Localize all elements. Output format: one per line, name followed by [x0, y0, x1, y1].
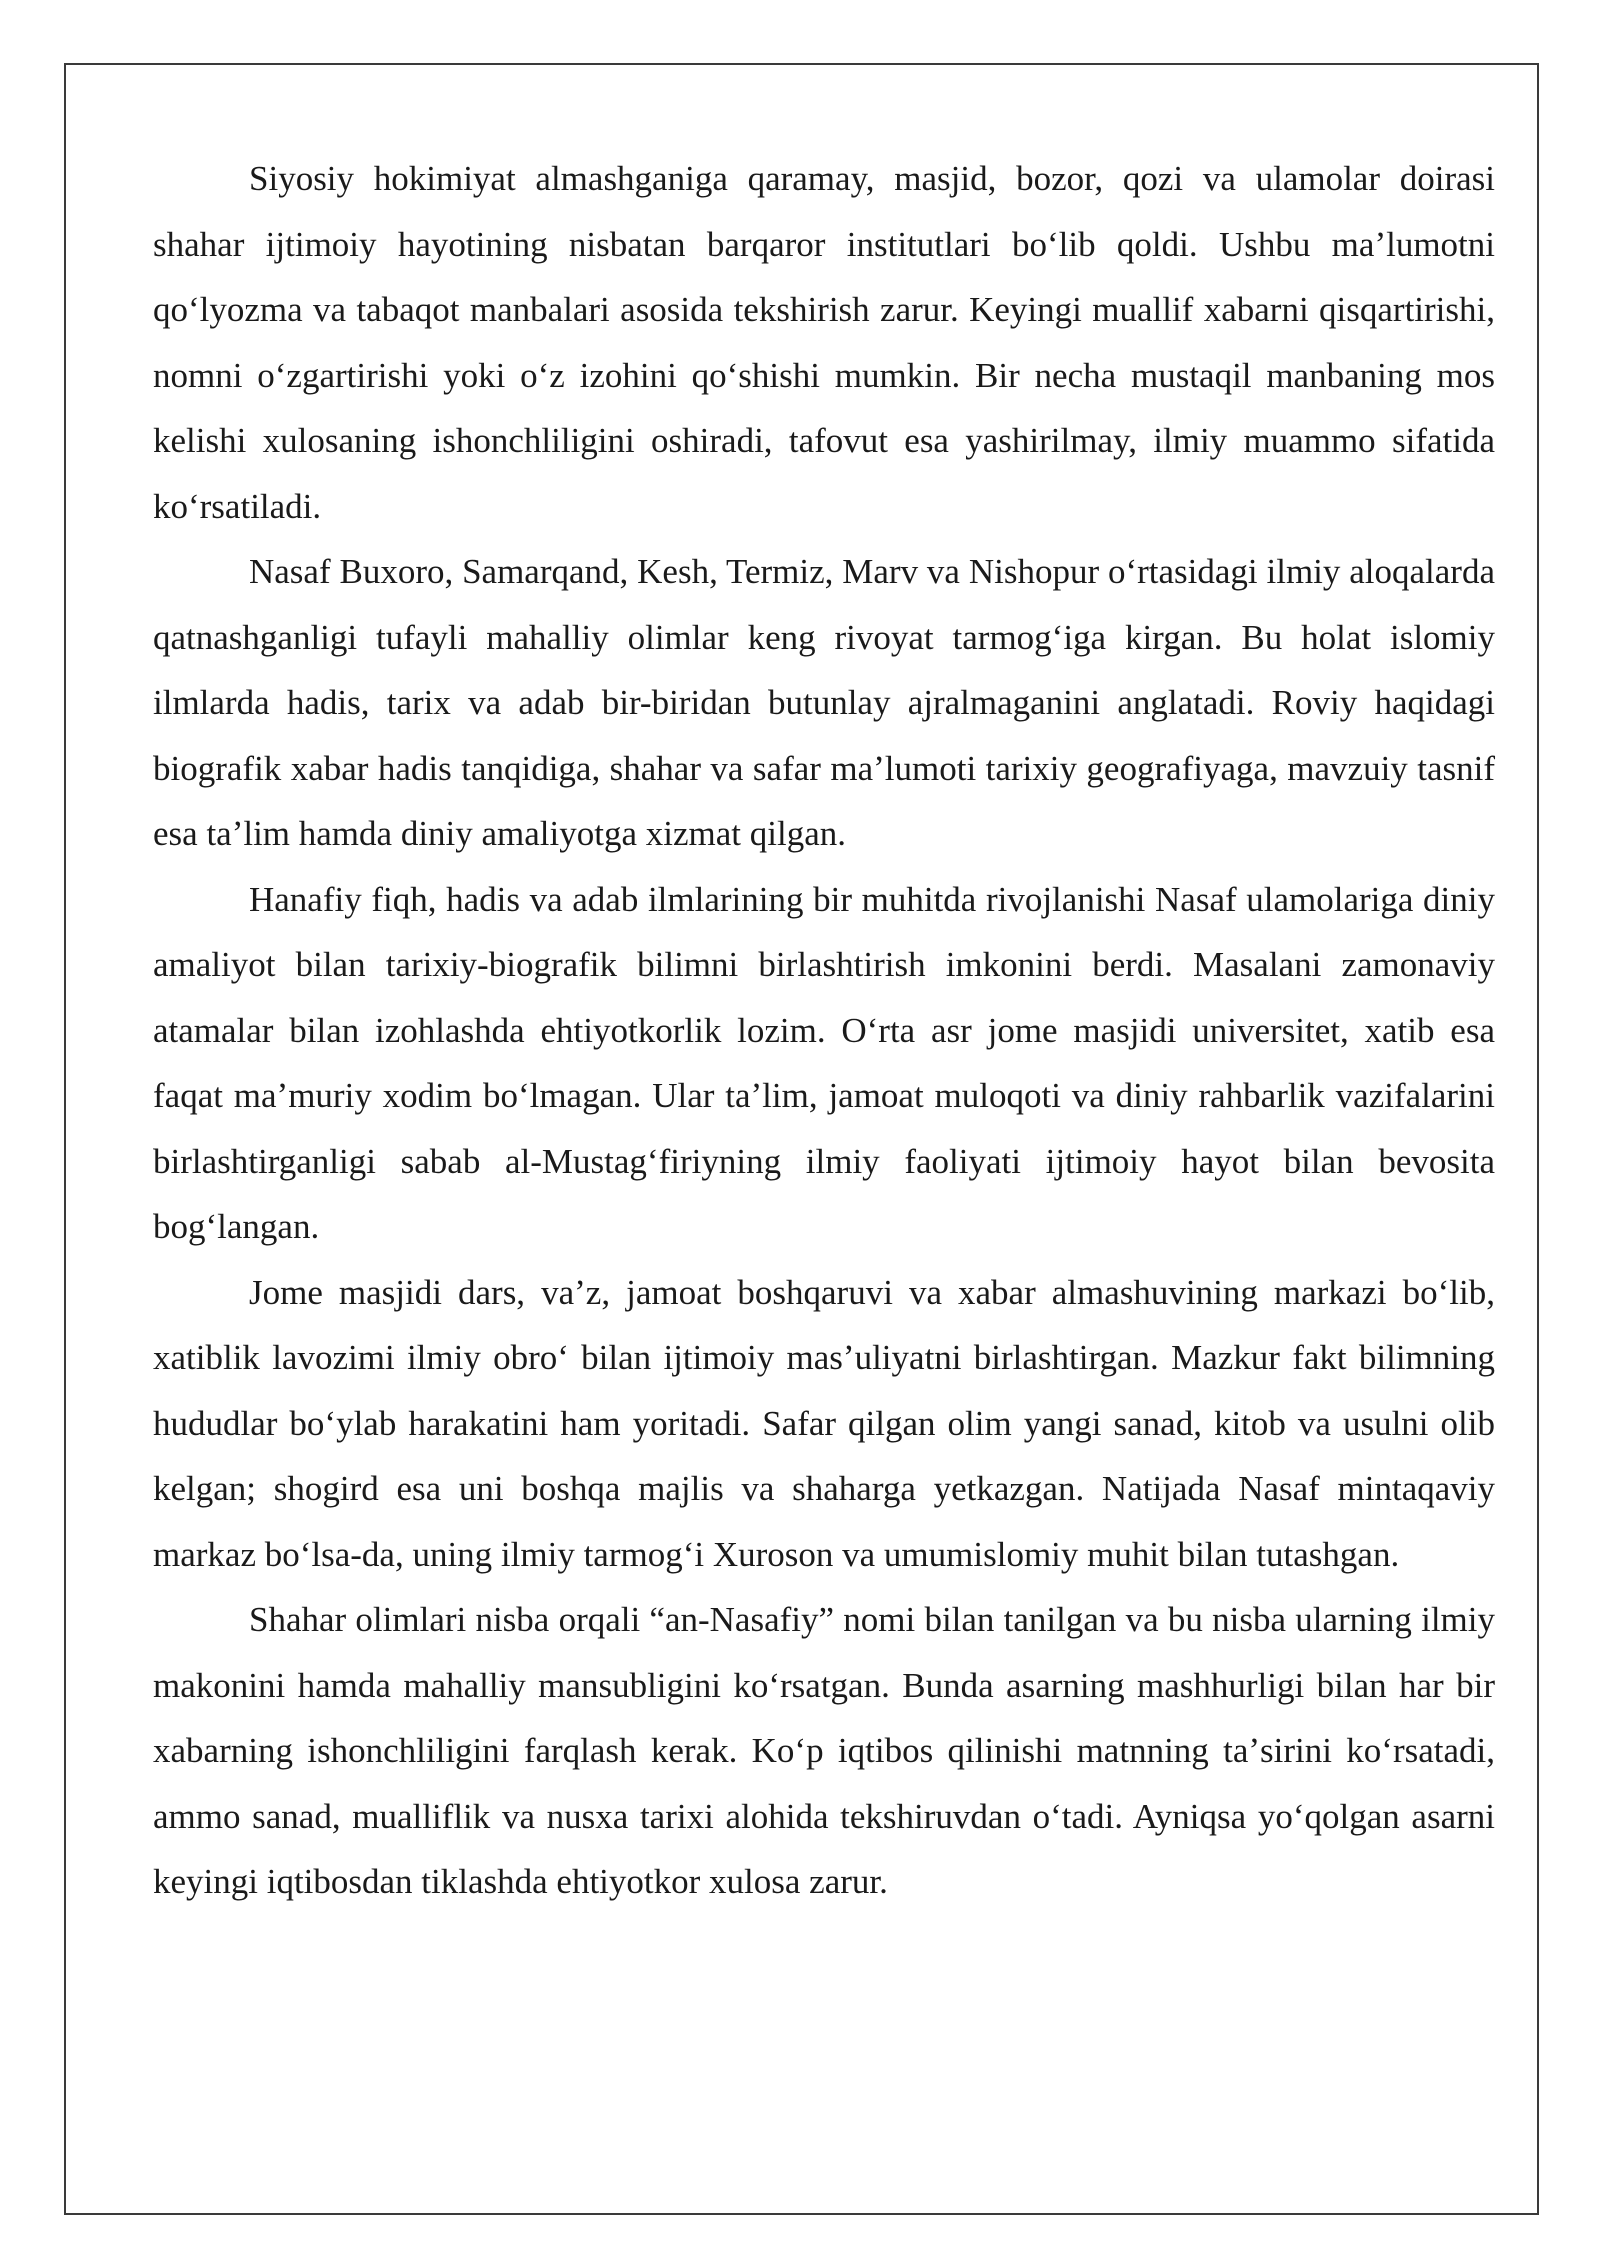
document-body: [153, 146, 1495, 1915]
paragraph-2: Nasaf Buxoro, Samarqand, Kesh, Termiz, Marv va Nishopur oʻrtasidagi ilmiy aloqalarda qatnashganligi tufayli mahalliy olimlar keng rivoyat tarmogʻiga kirgan. Bu holat islomiy ilmlarda hadis, tarix va adab bir-biridan butunlay ajralmaganini anglatadi. Roviy haqidagi biografik xabar hadis tanqidiga, shahar va safar maʼlumoti tarixiy geografiyaga, mavzuiy tasnif esa taʼlim hamda diniy amaliyotga xizmat qilgan.: [153, 552, 1495, 853]
paragraph-3: Hanafiy fiqh, hadis va adab ilmlarining bir muhitda rivojlanishi Nasaf ulamolariga diniy amaliyot bilan tarixiy-biografik bilimni birlashtirish imkonini berdi. Masalani zamonaviy atamalar bilan izohlashda ehtiyotkorlik lozim. Oʻrta asr jome masjidi universitet, xatib esa faqat maʼmuriy xodim boʻlmagan. Ular taʼlim, jamoat muloqoti va diniy rahbarlik vazifalarini birlashtirganligi sabab al-Mustagʻfiriyning ilmiy faoliyati ijtimoiy hayot bilan bevosita bogʻlangan.: [153, 879, 1495, 1246]
paragraph-1: Siyosiy hokimiyat almashganiga qaramay, masjid, bozor, qozi va ulamolar doirasi shahar ijtimoiy hayotining nisbatan barqaror institutlari boʻlib qoldi. Ushbu maʼlumotni qoʻlyozma va tabaqot manbalari asosida tekshirish zarur. Keyingi muallif xabarni qisqartirishi, nomni oʻzgartirishi yoki oʻz izohini qoʻshishi mumkin. Bir necha mustaqil manbaning mos kelishi xulosaning ishonchliligini oshiradi, tafovut esa yashirilmay, ilmiy muammo sifatida koʻrsatiladi.: [153, 159, 1495, 526]
paragraph-4: Jome masjidi dars, vaʼz, jamoat boshqaruvi va xabar almashuvining markazi boʻlib, xatiblik lavozimi ilmiy obroʻ bilan ijtimoiy masʼuliyatni birlashtirgan. Mazkur fakt bilimning hududlar boʻylab harakatini ham yoritadi. Safar qilgan olim yangi sanad, kitob va usulni olib kelgan; shogird esa uni boshqa majlis va shaharga yetkazgan. Natijada Nasaf mintaqaviy markaz boʻlsa-da, uning ilmiy tarmogʻi Xuroson va umumislomiy muhit bilan tutashgan.: [153, 1272, 1495, 1574]
paragraph-5: Shahar olimlari nisba orqali “an-Nasafiy” nomi bilan tanilgan va bu nisba ularning ilmiy makonini hamda mahalliy mansubligini koʻrsatgan. Bunda asarning mashhurligi bilan har bir xabarning ishonchliligini farqlash kerak. Koʻp iqtibos qilinishi matnning taʼsirini koʻrsatadi, ammo sanad, mualliflik va nusxa tarixi alohida tekshiruvdan oʻtadi. Ayniqsa yoʻqolgan asarni keyingi iqtibosdan tiklashda ehtiyotkor xulosa zarur.: [153, 1600, 1495, 1901]
